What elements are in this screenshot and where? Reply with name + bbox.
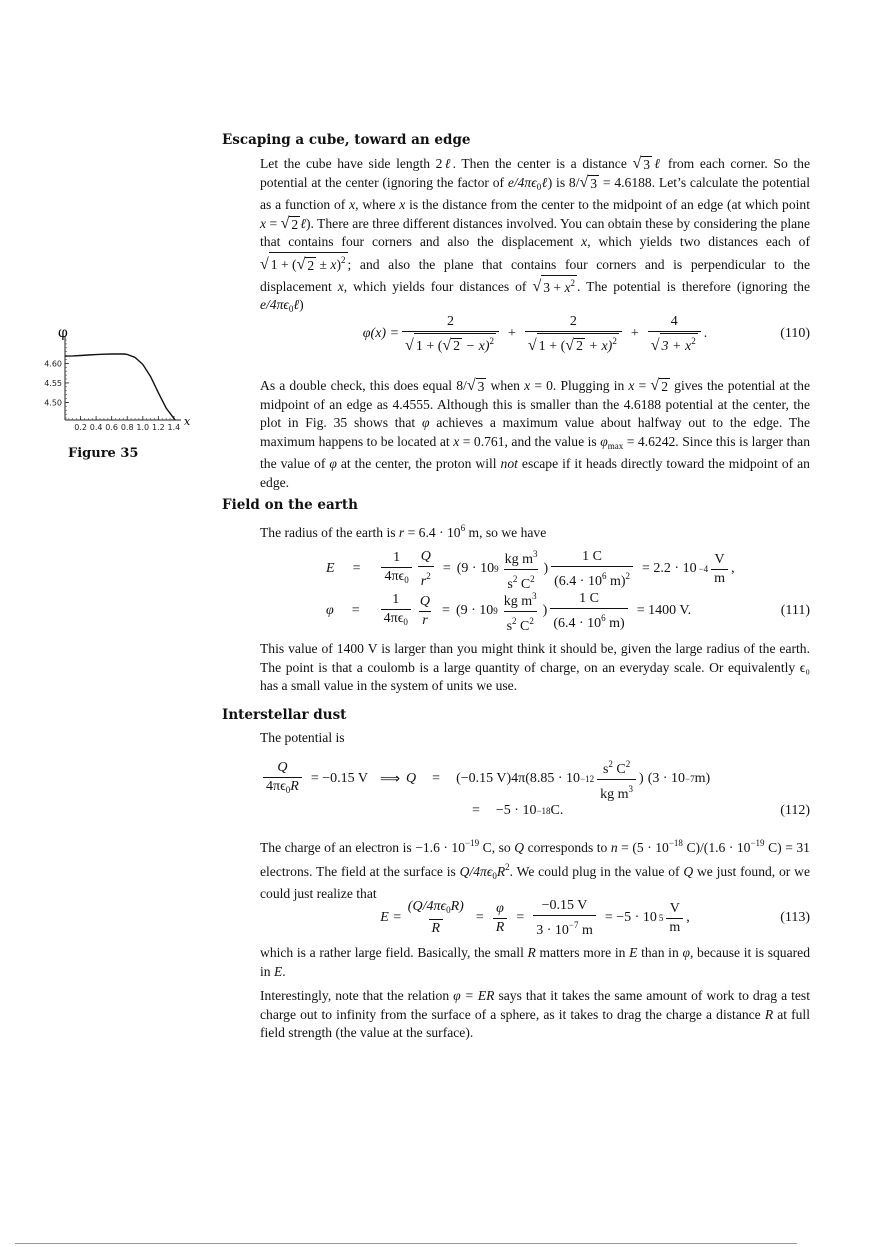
- paragraph-earth-intro: The radius of the earth is $r = 6.4 \cdot 10^6$ m, so we have: [260, 523, 547, 540]
- equation-113: E = $\frac{(Q/4\pi\epsilon_0R)}{R}$ = $\frac{\varphi}{R}$ = $\frac{-0.15 V}{3 \cdot 10^{-7} m}$ = −5 · 10 5 $\frac{V}{m}$ , (113): [380, 897, 810, 938]
- paragraph-cube-check: As a double check, this does equal 8/ √ 3 when x = 0. Plugging in x = √ 2 gives the potential at the midpoint of an edge as 4.4555. Although this is smaller than the 4.6188 potential at the center, the plot in Fig. 35 shows that φ achieves a maximum value about halfway out to the edge. The maximum happens to be located at x = 0.761, and the value is $\varphi_{max} = 4.6242$. Since this is larger than the value of φ at the center, the proton will not escape if it heads directly toward the midpoint of an edge.: [260, 377, 810, 490]
- x-tick-label: 0.8: [120, 423, 134, 432]
- paragraph-dust-intro: The potential is: [260, 730, 345, 745]
- paragraph-earth-discussion: This value of 1400 V is larger than you might think it should be, given the large radius of the earth. The point is that a coulomb is a large quantity of charge, on an everyday scale. Or equivalently ϵ₀ has a small value in the system of units we use.: [260, 641, 810, 694]
- y-tick-label: 4.60: [44, 359, 62, 369]
- figure-35-plot: [30, 320, 230, 440]
- paragraph-dust-relation: Interestingly, note that the relation φ = ER says that it takes the same amount of work to drag a test charge out to infinity from the surface of a sphere, as it takes to drag the charge a distance R at full field strength (the value at the surface).: [260, 988, 810, 1041]
- x-axis-label: x: [184, 415, 191, 428]
- figure-caption: Figure 35: [68, 446, 139, 461]
- equation-number: (110): [780, 326, 810, 341]
- equation-110: φ(x) = 2 √ 1 + ( √ 2 − x)$^2$ + 2 √ 1 + ( √ 2 + x)$^2$ + 4 √ $3 + x^2$ . (110): [362, 313, 810, 354]
- section-title-cube: Escaping a cube, toward an edge: [222, 132, 471, 148]
- x-tick-label: 1.4: [167, 423, 181, 432]
- paragraph-dust-field: which is a rather large field. Basically, the small R matters more in E than in φ, because it is squared in E.: [260, 945, 810, 979]
- equation-111: E = $\frac{1}{4\pi\epsilon_0}$ $\frac{Q}{r^2}$ = (9 · 10 9 $\frac{kg m^3}{s^2 C^2}$ ) $\frac{1 C}{(6.4 \cdot 10^6 m)^2}$ = 2.2 · 10 −4 $\frac{V}{m}$ , φ = $\frac{1}{4\pi\epsilon_0}$ $\frac{Q}{r}$ = (9 · 10 9 $\frac{kg m^3}{s^2 C^2}$ ) $\frac{1 C}{(6.4 \cdot 10^6 m)}$ = 1400 V. (111): [326, 548, 810, 634]
- equation-number: (111): [780, 603, 810, 618]
- y-tick-label: 4.55: [44, 378, 62, 388]
- footer-rule: [15, 1243, 797, 1244]
- x-tick-label: 0.2: [74, 423, 87, 432]
- equation-number: (112): [780, 803, 810, 818]
- y-tick-label: 4.50: [44, 398, 62, 408]
- phi-curve: [65, 354, 175, 420]
- y-axis-label: φ: [58, 325, 68, 341]
- equation-number: (113): [780, 910, 810, 925]
- x-tick-label: 1.2: [151, 423, 165, 432]
- section-title-earth: Field on the earth: [222, 497, 358, 513]
- x-tick-label: 0.6: [105, 423, 119, 432]
- x-tick-label: 1.0: [136, 423, 150, 432]
- section-title-dust: Interstellar dust: [222, 707, 347, 723]
- paragraph-cube-intro: Let the cube have side length 2ℓ. Then the center is a distance √ 3 ℓ from each corner. So the potential at the center (ignoring the factor of $e/4\pi\epsilon_0\ell$) is 8/ √ 3 = 4.6188. Let’s calculate the potential as a function of x, where x is the distance from the center to the midpoint of an edge (at which point x = √ 2 ℓ). There are three different distances involved. You can obtain these by considering the plane that contains four corners and also the displacement x, which yields two distances each of √ 1 + ( √ 2 ± x)$^2$ ; and also the plane that contains four corners and is perpendicular to the displacement x, which yields four distances of √ $3 + x^2$ . The potential is therefore (ignoring the $e/4\pi\epsilon_0\ell$): [260, 155, 811, 315]
- x-tick-label: 0.4: [89, 423, 103, 432]
- equation-112: $\frac{Q}{4\pi\epsilon_0R}$ = −0.15 V ⟹ Q = (−0.15 V)4π (8.85 · 10 −12 $\frac{s^2 C^2}{kg m^3}$ ) (3 · 10 −7 m) = −5 · 10 −18 C. (112): [260, 758, 810, 828]
- paragraph-dust-charge: The charge of an electron is $-1.6 \cdot 10^{-19}$ C, so Q corresponds to $n = (5 \cdot 10^{-18}$ $C)/(1.6 \cdot 10^{-19}$ C) = 31 electrons. The field at the surface is $Q/4\pi\epsilon_0R^2$. We could plug in the value of Q we just found, or we could just realize that: [260, 838, 810, 902]
